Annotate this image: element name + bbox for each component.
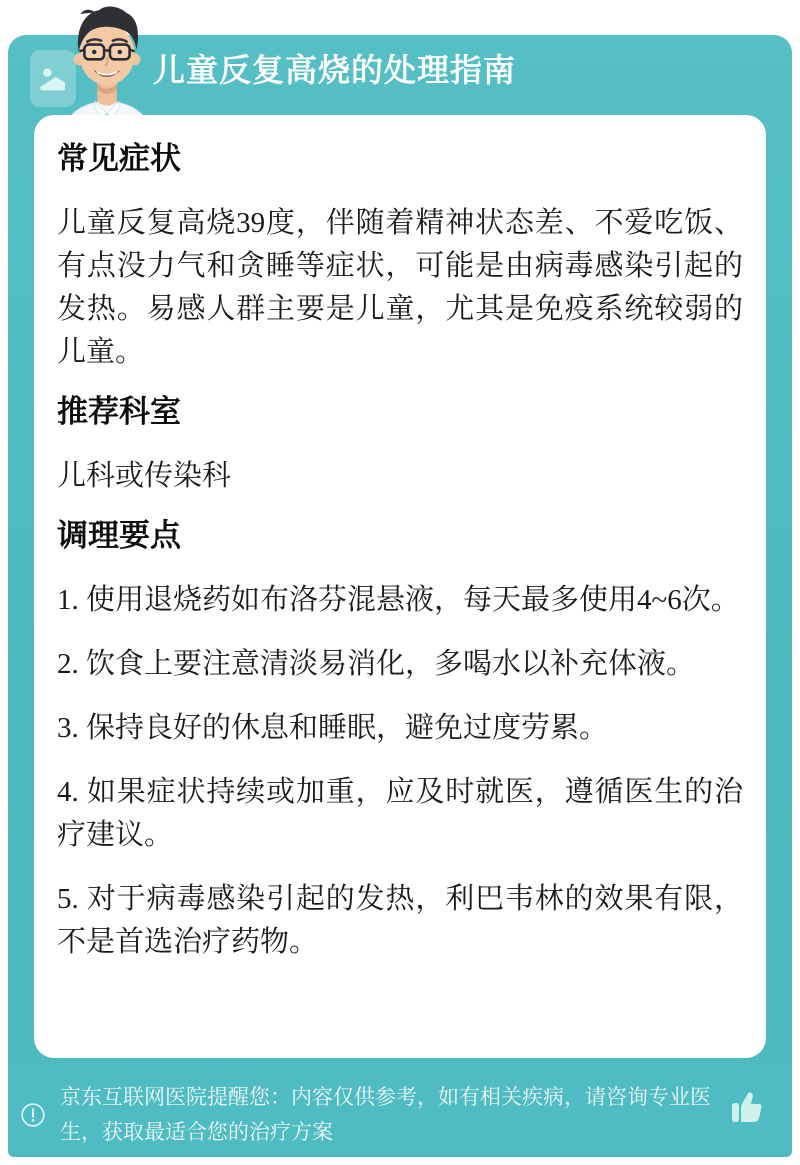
thumbs-up-icon[interactable]	[726, 1088, 766, 1128]
section-paragraph: 儿科或传染科	[57, 460, 232, 492]
list-item: 5. 对于病毒感染引起的发热，利巴韦林的效果有限，不是首选治疗药物。	[57, 883, 743, 958]
section-heading-common-symptoms: 常见症状	[57, 141, 181, 176]
content-card	[34, 115, 766, 1058]
page-title: 儿童反复高烧的处理指南	[153, 52, 517, 88]
footer-notice: 京东互联网医院提醒您：内容仅供参考，如有相关疾病，请咨询专业医生，获取最适合您的治疗方案	[60, 1086, 711, 1144]
info-exclamation-icon	[20, 1102, 46, 1128]
section-heading-recommended-department: 推荐科室	[57, 394, 181, 429]
content-panel	[8, 35, 792, 1157]
list-item: 4. 如果症状持续或加重，应及时就医，遵循医生的治疗建议。	[57, 776, 743, 851]
footer	[8, 1058, 792, 1157]
list-item: 2. 饮食上要注意清淡易消化，多喝水以补充体液。	[57, 648, 696, 680]
section-heading-care-points: 调理要点	[57, 518, 181, 553]
list-item: 3. 保持良好的休息和睡眠，避免过度劳累。	[57, 712, 609, 744]
section-paragraph: 儿童反复高烧39度，伴随着精神状态差、不爱吃饭、有点没力气和贪睡等症状，可能是由病毒感染引起的发热。易感人群主要是儿童，尤其是免疫系统较弱的儿童。	[57, 207, 743, 368]
list-item: 1. 使用退烧药如布洛芬混悬液，每天最多使用4~6次。	[57, 584, 740, 616]
